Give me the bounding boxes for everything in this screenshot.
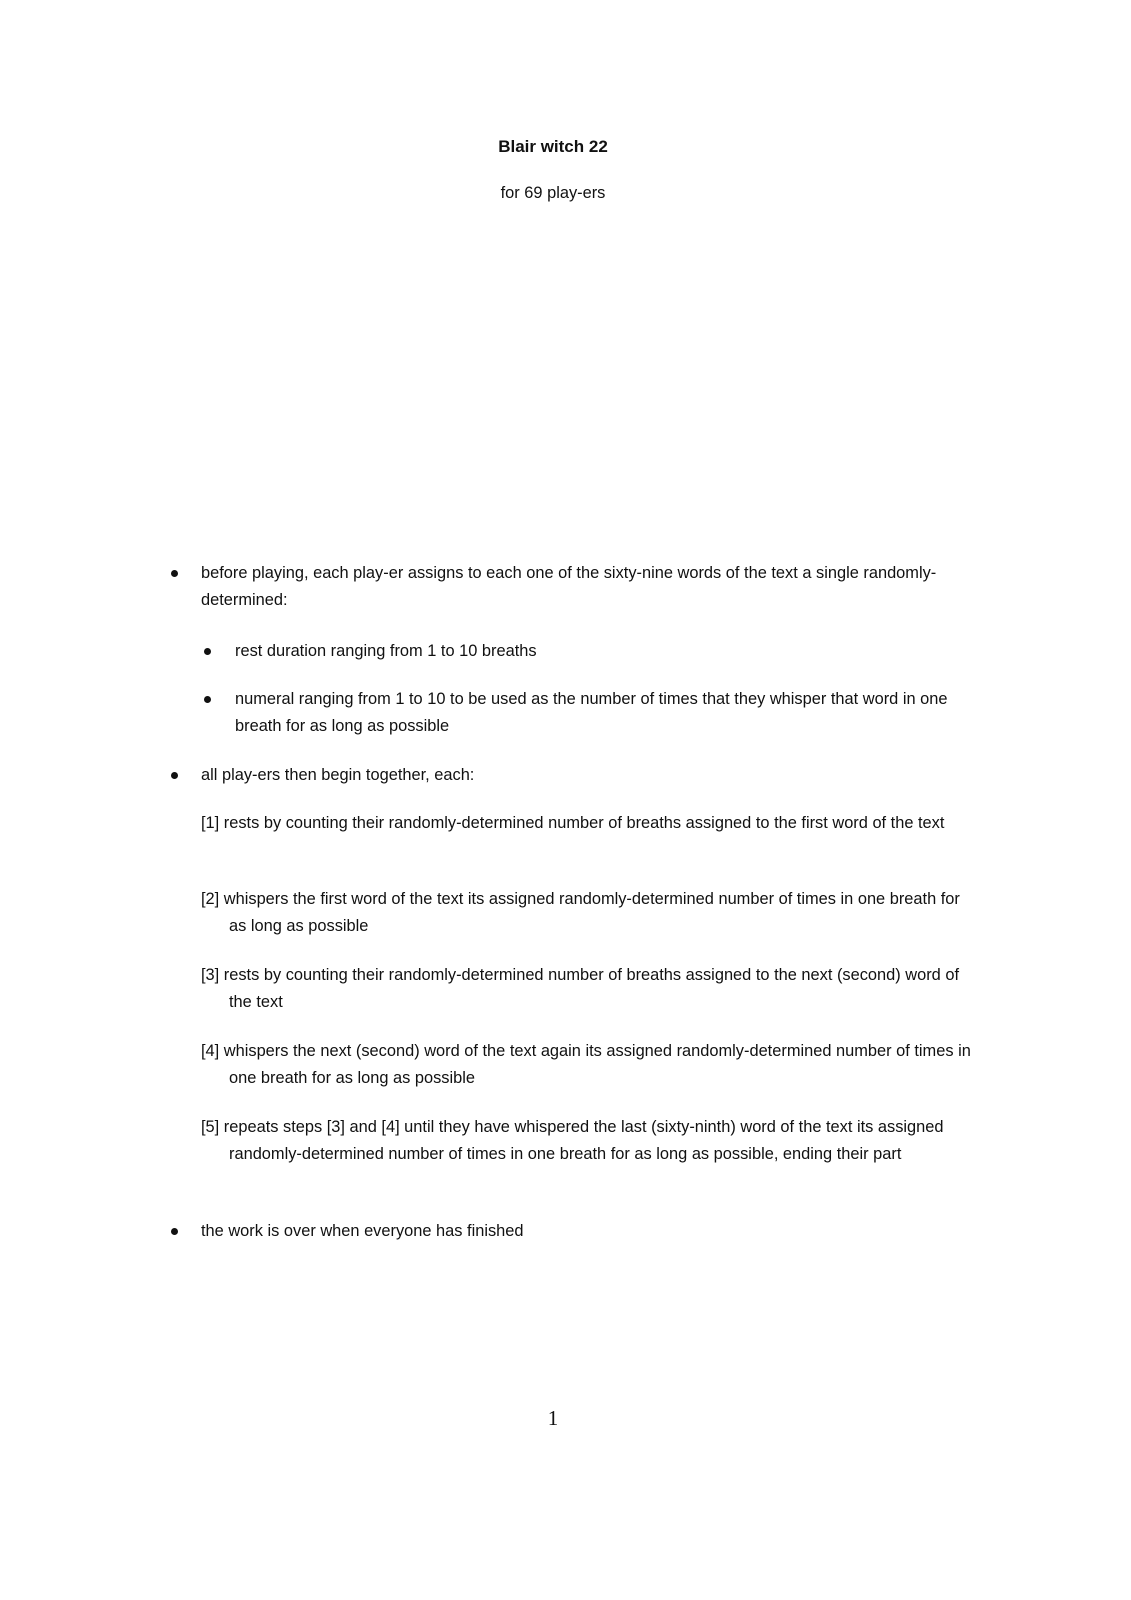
document-title: Blair witch 22 xyxy=(498,137,608,156)
bullet-item xyxy=(201,1218,976,1245)
bullet-text: before playing, each play-er assigns to each one of the sixty-nine words of the text a single randomly-determined: xyxy=(201,564,937,609)
bullet-icon xyxy=(204,696,211,703)
step-item: [4] whispers the next (second) word of the text again its assigned randomly-determined number of times in one breath for as long as possible xyxy=(201,1042,971,1087)
page-number: 1 xyxy=(547,1406,559,1430)
bullet-text: the work is over when everyone has finished xyxy=(201,1222,524,1240)
document-subtitle: for 69 play-ers xyxy=(500,184,606,202)
sub-bullet-item xyxy=(235,686,970,740)
bullet-text: rest duration ranging from 1 to 10 breaths xyxy=(235,642,537,660)
step-item: [2] whispers the first word of the text its assigned randomly-determined number of times in one breath for as long as possible xyxy=(201,890,960,935)
step-item: [3] rests by counting their randomly-determined number of breaths assigned to the next (second) word of the text xyxy=(201,966,960,1011)
bullet-icon xyxy=(204,648,211,655)
bullet-icon xyxy=(171,1228,178,1235)
bullet-text: numeral ranging from 1 to 10 to be used as the number of times that they whisper that word in one breath for as long as possible xyxy=(235,690,948,735)
bullet-text: all play-ers then begin together, each: xyxy=(201,766,475,784)
bullet-icon xyxy=(171,570,178,577)
sub-bullet-item xyxy=(235,638,975,665)
step-item: [5] repeats steps [3] and [4] until they have whispered the last (sixty-ninth) word of the text its assigned randomly-determined number of times in one breath for as long as possible, ending their part xyxy=(201,1118,944,1163)
bullet-item xyxy=(201,560,976,614)
bullet-icon xyxy=(171,772,178,779)
step-item: [1] rests by counting their randomly-determined number of breaths assigned to the first word of the text xyxy=(201,814,945,832)
bullet-item xyxy=(201,762,976,789)
